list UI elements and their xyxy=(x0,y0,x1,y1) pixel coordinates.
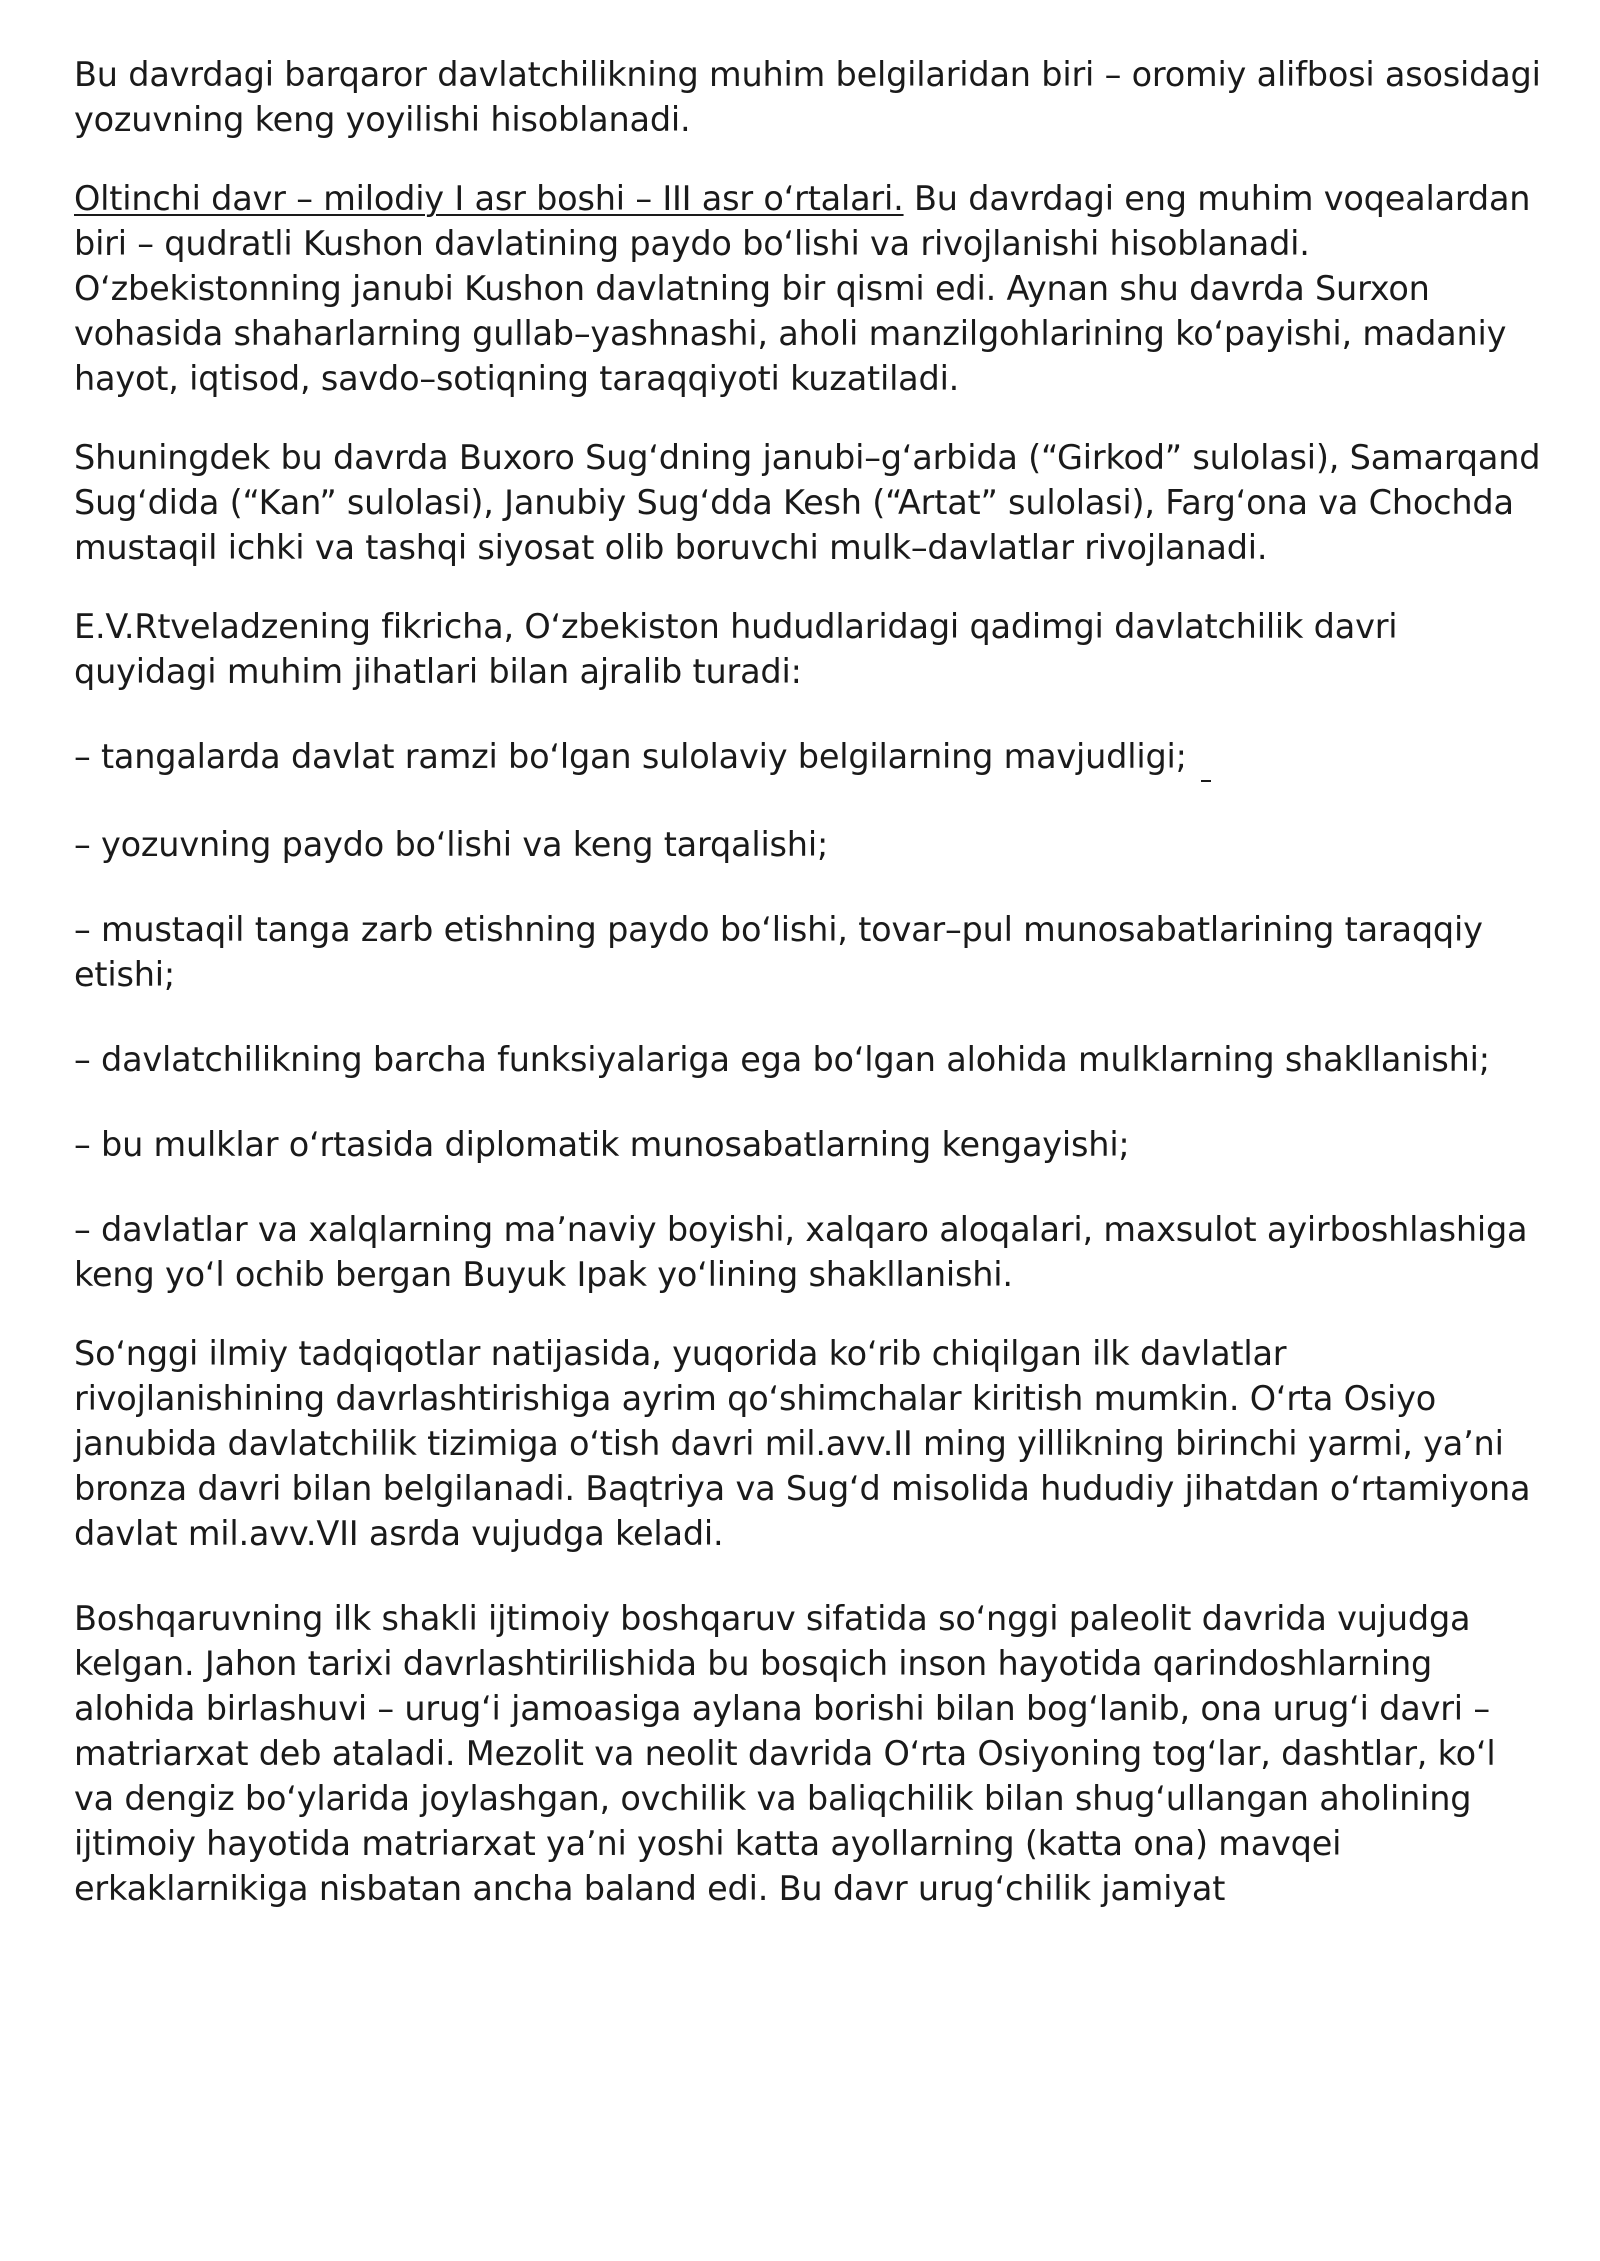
feature-list xyxy=(74,734,1544,1297)
list-item-text: – tangalarda davlat ramzi boʻlgan sulolaviy belgilarning mavjudligi; xyxy=(74,737,1187,776)
paragraph-2-body: Bu davrdagi eng muhim voqealardan biri – qudratli Kushon davlatining paydo boʻlishi va rivojlanishi hisoblanadi. Oʻzbekistonning janubi Kushon davlatning bir qismi edi. Aynan shu davrda Surxon vohasida shaharlarning gullab–yashnashi, aholi manzilgohlarining koʻpayishi, madaniy hayot, iqtisod, savdo–sotiqning taraqqiyoti kuzatiladi. xyxy=(74,179,1531,398)
paragraph-6: Boshqaruvning ilk shakli ijtimoiy boshqaruv sifatida soʻnggi paleolit davrida vujudga kelgan. Jahon tarixi davrlashtirilishida bu bosqich inson hayotida qarindoshlarning alohida birlashuvi – urugʻi jamoasiga aylana borishi bilan bogʻlanib, ona urugʻi davri – matriarxat deb ataladi. Mezolit va neolit davrida Oʻrta Osiyoning togʻlar, dashtlar, koʻl va dengiz boʻylarida joylashgan, ovchilik va baliqchilik bilan shugʻullangan aholining ijtimoiy hayotida matriarxat yaʼni yoshi katta ayollarning (katta ona) mavqei erkaklarnikiga nisbatan ancha baland edi. Bu davr urugʻchilik jamiyat xyxy=(74,1599,1496,1908)
stray-mark xyxy=(1201,780,1211,782)
list-item: – davlatlar va xalqlarning maʼnaviy boyishi, xalqaro aloqalari, maxsulot ayirboshlashiga keng yoʻl ochib bergan Buyuk Ipak yoʻlining shakllanishi. xyxy=(74,1210,1528,1294)
list-item: – mustaqil tanga zarb etishning paydo boʻlishi, tovar–pul munosabatlarining taraqqiy etishi; xyxy=(74,910,1483,994)
paragraph-4: E.V.Rtveladzening fikricha, Oʻzbekiston hududlaridagi qadimgi davlatchilik davri quyidagi muhim jihatlari bilan ajralib turadi: xyxy=(74,607,1398,691)
list-item: – yozuvning paydo boʻlishi va keng tarqalishi; xyxy=(74,825,829,864)
paragraph-1: Bu davrdagi barqaror davlatchilikning muhim belgilaridan biri – oromiy alifbosi asosidagi yozuvning keng yoyilishi hisoblanadi. xyxy=(74,55,1541,139)
document-page xyxy=(74,52,1544,1945)
paragraph-5: Soʻnggi ilmiy tadqiqotlar natijasida, yuqorida koʻrib chiqilgan ilk davlatlar rivojlanishining davrlashtirishiga ayrim qoʻshimchalar kiritish mumkin. Oʻrta Osiyo janubida davlatchilik tizimiga oʻtish davri mil.avv.II ming yillikning birinchi yarmi, yaʼni bronza davri bilan belgilanadi. Baqtriya va Sugʻd misolida hududiy jihatdan oʻrtamiyona davlat mil.avv.VII asrda vujudga keladi. xyxy=(74,1334,1531,1553)
list-item xyxy=(74,734,1544,782)
paragraph-3: Shuningdek bu davrda Buxoro Sugʻdning janubi–gʻarbida (“Girkod” sulolasi), Samarqand Sugʻdida (“Kan” sulolasi), Janubiy Sugʻdda Kesh (“Artat” sulolasi), Fargʻona va Chochda mustaqil ichki va tashqi siyosat olib boruvchi mulk–davlatlar rivojlanadi. xyxy=(74,438,1541,567)
list-item: – davlatchilikning barcha funksiyalariga ega boʻlgan alohida mulklarning shakllanishi; xyxy=(74,1040,1490,1079)
paragraph-2 xyxy=(74,176,1544,401)
list-item: – bu mulklar oʻrtasida diplomatik munosabatlarning kengayishi; xyxy=(74,1125,1130,1164)
period-heading: Oltinchi davr – milodiy I asr boshi – III asr oʻrtalari. xyxy=(74,179,904,218)
